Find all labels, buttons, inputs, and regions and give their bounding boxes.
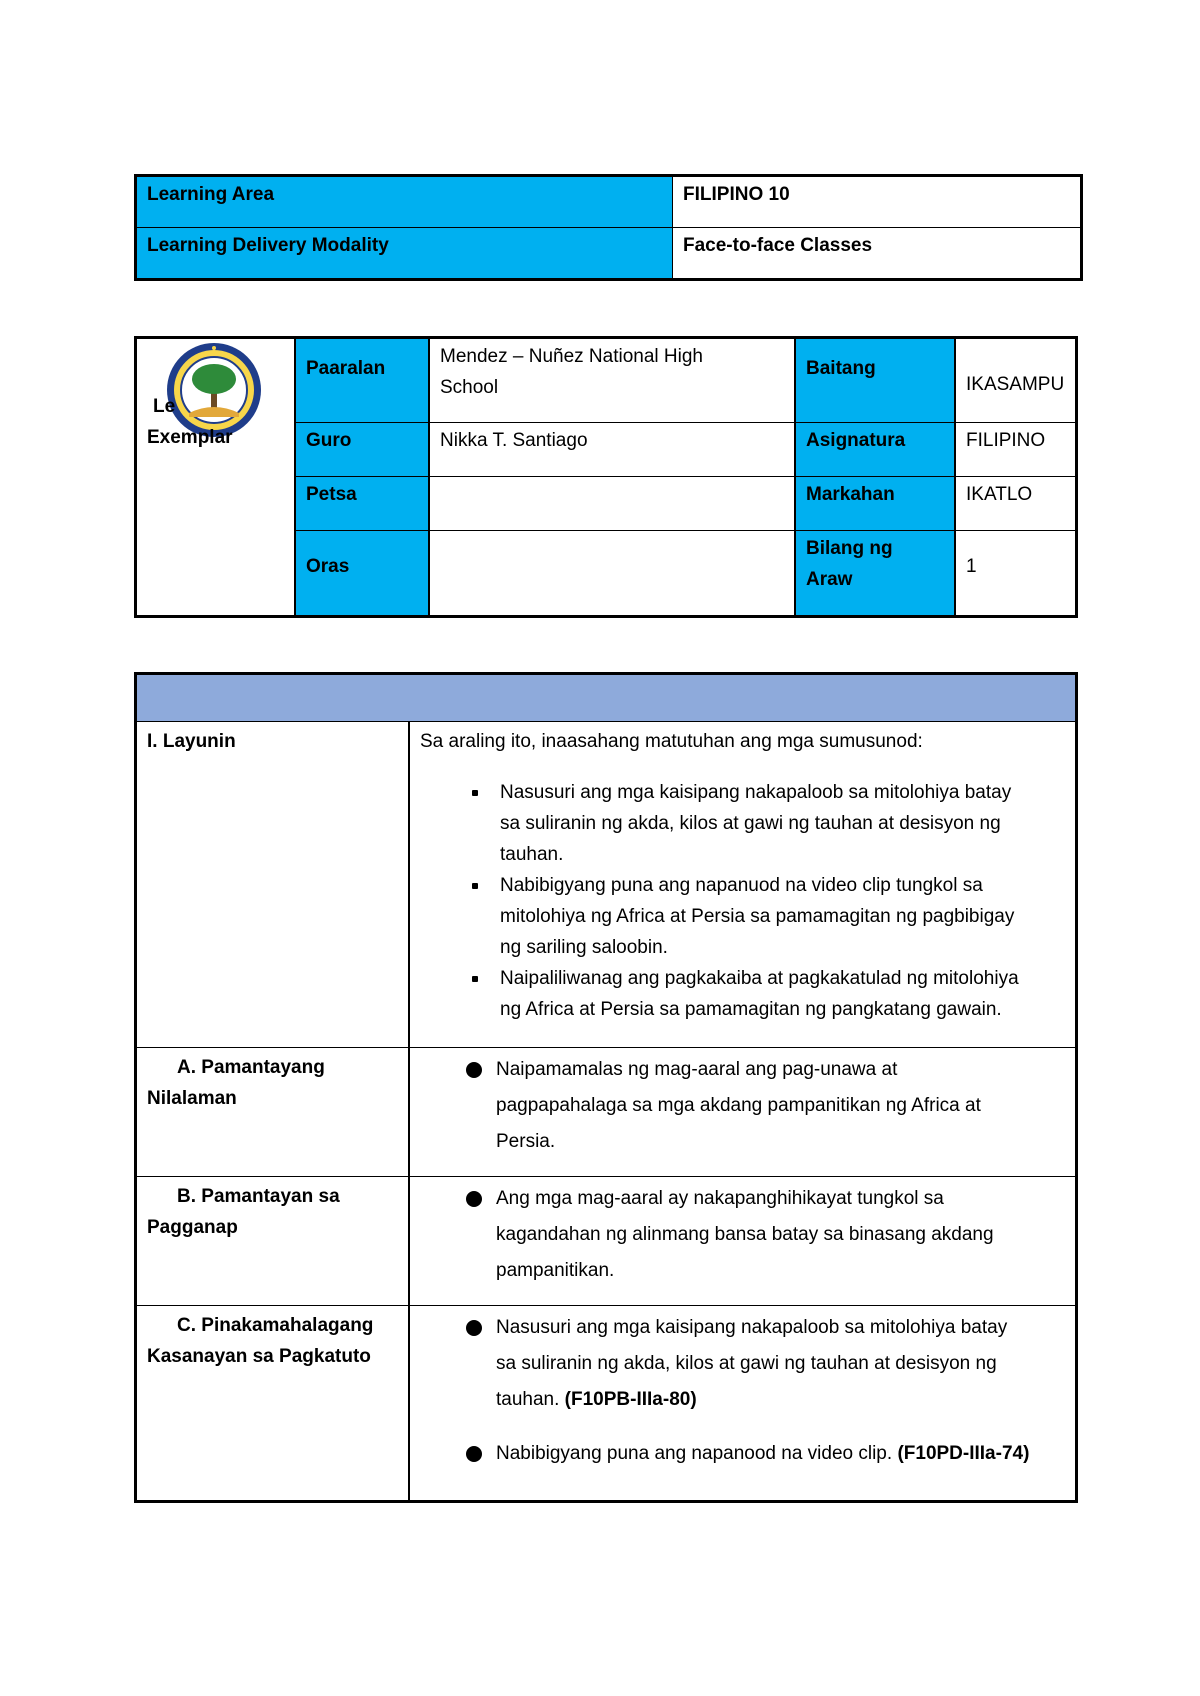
label-line: B. Pamantayan sa [177, 1186, 340, 1207]
paaralan-value-line2: School [440, 377, 499, 398]
list-item-line: kagandahan ng alinmang bansa batay sa binasang akdang [496, 1224, 994, 1245]
list-item-line: pagpapahalaga sa mga akdang pampanitikan ng Africa at [496, 1095, 981, 1116]
exemplar-text: Exemplar [147, 427, 233, 448]
list-item-line: Nasusuri ang mga kaisipang nakapaloob sa mitolohiya batay [500, 782, 1012, 803]
layunin-list [420, 777, 1065, 1025]
label-line: A. Pamantayang [177, 1057, 325, 1078]
label-line: Pagganap [147, 1217, 238, 1238]
asignatura-label: Asignatura [795, 423, 955, 477]
label-line: C. Pinakamahalagang [177, 1315, 374, 1336]
lesson-objectives-table [134, 672, 1078, 1503]
kasanayan-list [420, 1310, 1065, 1472]
bilang-ng-araw-label [795, 531, 955, 617]
bilang-ng-araw-value: 1 [955, 531, 1077, 617]
pamantayang-nilalaman-label [136, 1048, 410, 1177]
list-item [420, 1181, 1065, 1289]
list-item-line: pampanitikan. [496, 1260, 615, 1281]
list-item [420, 963, 1065, 1025]
modality-value: Face-to-face Classes [683, 235, 873, 256]
list-item-line: Naipaliliwanag ang pagkakaiba at pagkakatulad ng mitolohiya [500, 968, 1019, 989]
oras-value [429, 531, 795, 617]
kasanayan-content [409, 1306, 1077, 1502]
list-item-line: Persia. [496, 1131, 556, 1152]
layunin-intro: Sa araling ito, inaasahang matutuhan ang mga sumusunod: [420, 731, 923, 752]
list-item-line [496, 1382, 1065, 1418]
list-item-line: sa suliranin ng akda, kilos at gawi ng tauhan at desisyon ng [496, 1353, 997, 1374]
school-info-table [134, 336, 1078, 618]
list-item-line: Nasusuri ang mga kaisipang nakapaloob sa mitolohiya batay [496, 1317, 1008, 1338]
markahan-label: Markahan [795, 477, 955, 531]
list-item [420, 1436, 1065, 1472]
paaralan-label: Paaralan [295, 338, 429, 423]
petsa-label: Petsa [295, 477, 429, 531]
guro-label: Guro [295, 423, 429, 477]
list-item [420, 1310, 1065, 1418]
list-item-line: ng Africa at Persia sa pamamagitan ng pangkatang gawain. [500, 999, 1002, 1020]
guro-value: Nikka T. Santiago [429, 423, 795, 477]
baitang-value: IKASAMPU [955, 338, 1077, 423]
pamantayan-sa-pagganap-label [136, 1177, 410, 1306]
learning-area-value: FILIPINO 10 [673, 176, 1082, 228]
learning-area-label: Learning Area [136, 176, 673, 228]
list-item [420, 1052, 1065, 1160]
header-band [136, 674, 1077, 722]
markahan-value: IKATLO [955, 477, 1077, 531]
competency-code: (F10PD-IIIa-74) [897, 1443, 1030, 1464]
logo-cell [136, 338, 296, 617]
bilang-ng-araw-line1: Bilang ng [806, 538, 893, 559]
pamantayan-sa-pagganap-content [409, 1177, 1077, 1306]
list-item-line: Naipamamalas ng mag-aaral ang pag-unawa at [496, 1059, 898, 1080]
list-item-line: ng sariling saloobin. [500, 937, 668, 958]
paaralan-value-line1: Mendez – Nuñez National High [440, 346, 703, 367]
learning-area-table [134, 174, 1083, 281]
label-line: Kasanayan sa Pagkatuto [147, 1346, 371, 1367]
asignatura-value: FILIPINO [955, 423, 1077, 477]
oras-label: Oras [295, 531, 429, 617]
modality-label: Learning Delivery Modality [136, 228, 673, 280]
label-line: Nilalaman [147, 1088, 237, 1109]
list-item-line: Ang mga mag-aaral ay nakapanghihikayat tungkol sa [496, 1188, 944, 1209]
pagganap-list [420, 1181, 1065, 1289]
item-text: tauhan. [496, 1389, 565, 1410]
kasanayan-label [136, 1306, 410, 1502]
list-item-line: tauhan. [500, 844, 564, 865]
layunin-content [409, 722, 1077, 1048]
list-item [420, 870, 1065, 963]
pamantayang-nilalaman-content [409, 1048, 1077, 1177]
list-item-line: Nabibigyang puna ang napanuod na video clip tungkol sa [500, 875, 983, 896]
paaralan-value [429, 338, 795, 423]
bilang-ng-araw-line2: Araw [806, 569, 853, 590]
list-item [420, 777, 1065, 870]
petsa-value [429, 477, 795, 531]
layunin-label: I. Layunin [136, 722, 410, 1048]
list-item-line [496, 1436, 1065, 1472]
list-item-line: mitolohiya ng Africa at Persia sa pamamagitan ng pagbibigay [500, 906, 1015, 927]
competency-code: (F10PB-IIIa-80) [564, 1389, 697, 1410]
item-text: Nabibigyang puna ang napanood na video clip. [496, 1443, 898, 1464]
nilalaman-list [420, 1052, 1065, 1160]
logo-side-text: Le [153, 396, 176, 417]
baitang-label: Baitang [795, 338, 955, 423]
list-item-line: sa suliranin ng akda, kilos at gawi ng tauhan at desisyon ng [500, 813, 1001, 834]
